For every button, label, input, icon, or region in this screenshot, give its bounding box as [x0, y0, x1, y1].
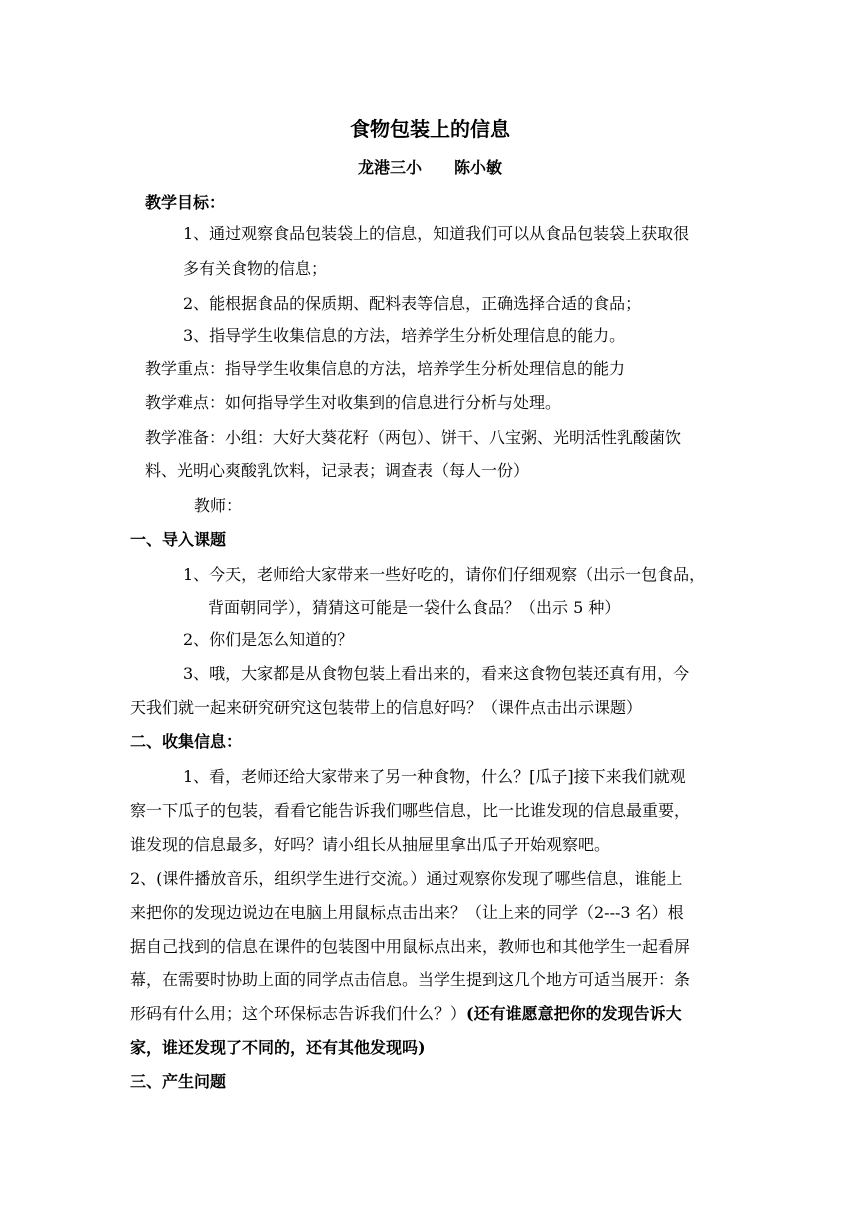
preparation-line-1: 教学准备：小组：大好大葵花籽（两包）、饼干、八宝粥、光明活性乳酸菌饮	[145, 428, 682, 447]
section-2-item-1-line-3: 谁发现的信息最多，好吗？请小组长从抽屉里拿出瓜子开始观察吧。	[130, 835, 611, 854]
section-2-item-2-line-3: 据自己找到的信息在课件的包装图中用鼠标点出来，教师也和其他学生一起看屏	[130, 937, 691, 956]
author-name: 陈小敏	[454, 158, 503, 177]
section-2-item-2-line-1: 2、(课件播放音乐，组织学生进行交流。）通过观察你发现了哪些信息，谁能上	[130, 869, 683, 888]
objective-1-line-1: 1、通过观察食品包装袋上的信息，知道我们可以从食品包装袋上获取很	[183, 224, 690, 243]
section-2-item-2-line-5	[130, 1004, 682, 1024]
section-2-heading: 二、收集信息：	[130, 732, 243, 751]
objective-1-line-2: 多有关食物的信息；	[183, 259, 328, 278]
preparation-teacher: 教师：	[194, 496, 243, 515]
section-1-heading: 一、导入课题	[130, 530, 227, 549]
section-1-item-1-line-1: 1、今天，老师给大家带来一些好吃的，请你们仔细观察（出示一包食品，	[183, 565, 706, 584]
author-school: 龙港三小	[357, 158, 422, 177]
objective-3: 3、指导学生收集信息的方法，培养学生分析处理信息的能力。	[183, 326, 626, 345]
author-line	[0, 158, 860, 178]
objective-2: 2、能根据食品的保质期、配料表等信息，正确选择合适的食品；	[183, 294, 642, 313]
section-1-item-3-line-1: 3、哦，大家都是从食物包装上看出来的，看来这食物包装还真有用，今	[183, 664, 690, 683]
section-3-heading: 三、产生问题	[130, 1072, 227, 1091]
preparation-line-2: 料、光明心爽酸乳饮料，记录表；调查表（每人一份）	[145, 461, 530, 480]
difficulty: 教学难点：如何指导学生对收集到的信息进行分析与处理。	[145, 393, 562, 412]
section-2-item-1-line-1: 1、看，老师还给大家带来了另一种食物，什么？[瓜子]接下来我们就观	[183, 767, 686, 786]
document-title: 食物包装上的信息	[350, 117, 510, 141]
section-2-item-2-line-5-plain: 形码有什么用；这个环保标志告诉我们什么？）	[130, 1004, 467, 1023]
section-2-item-2-line-2: 来把你的发现边说边在电脑上用鼠标点击出来？（让上来的同学（2---3 名）根	[130, 903, 684, 922]
section-2-item-1-line-2: 察一下瓜子的包装，看看它能告诉我们哪些信息，比一比谁发现的信息最重要，	[130, 801, 691, 820]
section-1-item-3-line-2: 天我们就一起来研究研究这包装带上的信息好吗？（课件点击出示课题）	[130, 698, 643, 717]
section-2-item-2-line-5-bold: (还有谁愿意把你的发现告诉大	[466, 1004, 682, 1023]
objectives-heading: 教学目标：	[145, 193, 226, 212]
key-point: 教学重点：指导学生收集信息的方法，培养学生分析处理信息的能力	[145, 359, 626, 378]
section-2-item-2-line-6: 家，谁还发现了不同的，还有其他发现吗)	[130, 1038, 426, 1057]
section-2-item-2-line-4: 幕，在需要时协助上面的同学点击信息。当学生提到这几个地方可适当展开：条	[130, 970, 691, 989]
section-1-item-2: 2、你们是怎么知道的？	[183, 630, 354, 649]
section-1-item-1-line-2: 背面朝同学），猜猜这可能是一袋什么食品？（出示 5 种）	[208, 598, 621, 617]
